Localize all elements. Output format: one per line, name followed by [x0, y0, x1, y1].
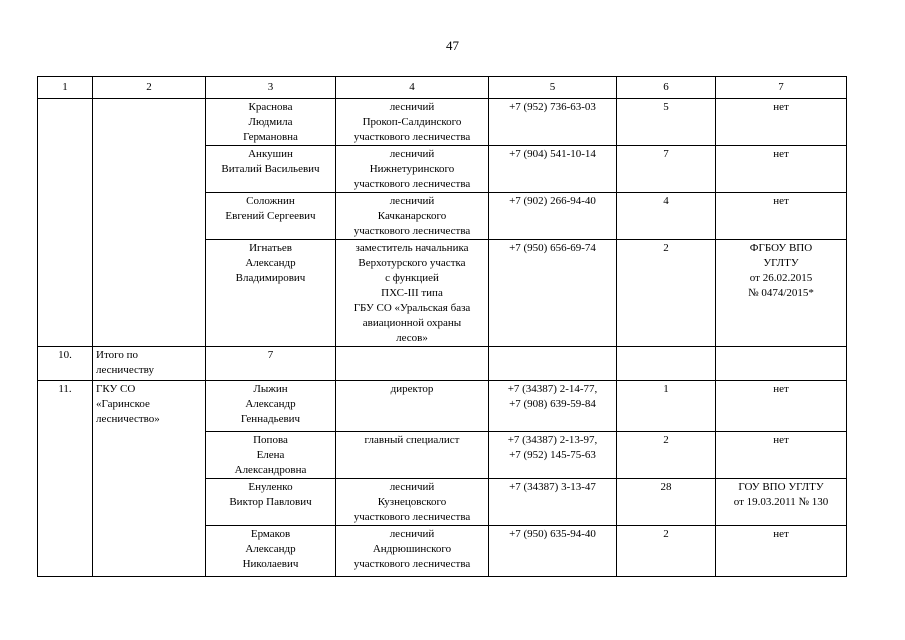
position-cell: главный специалист — [336, 432, 489, 479]
phone-cell: +7 (902) 266-94-40 — [489, 193, 617, 240]
education-cell: нет — [716, 99, 847, 146]
total-row — [38, 347, 847, 381]
page-number: 47 — [446, 38, 459, 53]
person-name-cell: Краснова Людмила Германовна — [206, 99, 336, 146]
education-cell — [716, 347, 847, 381]
column-header: 7 — [716, 77, 847, 99]
position-cell: лесничий Кузнецовского участкового лесничества — [336, 479, 489, 526]
table-row — [38, 381, 847, 432]
experience-cell: 5 — [617, 99, 716, 146]
phone-cell — [489, 347, 617, 381]
row-number-cell — [38, 99, 93, 347]
experience-cell — [617, 347, 716, 381]
position-cell: лесничий Прокоп-Салдинского участкового лесничества — [336, 99, 489, 146]
column-header: 5 — [489, 77, 617, 99]
column-header-row — [38, 77, 847, 99]
position-cell: заместитель начальника Верхотурского участка с функцией ПХС-III типа ГБУ СО «Уральская база авиационной охраны лесов» — [336, 240, 489, 347]
experience-cell: 7 — [617, 146, 716, 193]
experience-cell: 2 — [617, 526, 716, 577]
person-name-cell: Лыжин Александр Геннадьевич — [206, 381, 336, 432]
experience-cell: 1 — [617, 381, 716, 432]
column-header: 1 — [38, 77, 93, 99]
phone-cell: +7 (952) 736-63-03 — [489, 99, 617, 146]
position-cell — [336, 347, 489, 381]
phone-cell: +7 (950) 656-69-74 — [489, 240, 617, 347]
experience-cell: 2 — [617, 240, 716, 347]
position-cell: лесничий Качканарского участкового лесничества — [336, 193, 489, 240]
education-cell: нет — [716, 432, 847, 479]
phone-cell: +7 (950) 635-94-40 — [489, 526, 617, 577]
person-name-cell: Анкушин Виталий Васильевич — [206, 146, 336, 193]
education-cell: нет — [716, 381, 847, 432]
position-cell: директор — [336, 381, 489, 432]
phone-cell: +7 (34387) 3-13-47 — [489, 479, 617, 526]
person-name-cell: Соложнин Евгений Сергеевич — [206, 193, 336, 240]
row-number-cell: 10. — [38, 347, 93, 381]
education-cell: нет — [716, 146, 847, 193]
phone-cell: +7 (904) 541-10-14 — [489, 146, 617, 193]
experience-cell: 2 — [617, 432, 716, 479]
education-cell: ФГБОУ ВПО УГЛТУ от 26.02.2015 № 0474/2015* — [716, 240, 847, 347]
column-header: 3 — [206, 77, 336, 99]
table-row — [38, 99, 847, 146]
column-header: 2 — [93, 77, 206, 99]
phone-cell: +7 (34387) 2-13-97, +7 (952) 145-75-63 — [489, 432, 617, 479]
position-cell: лесничий Нижнетуринского участкового лесничества — [336, 146, 489, 193]
experience-cell: 4 — [617, 193, 716, 240]
staff-table — [37, 76, 847, 577]
position-cell: лесничий Андрюшинского участкового лесничества — [336, 526, 489, 577]
person-name-cell: Попова Елена Александровна — [206, 432, 336, 479]
row-number-cell: 11. — [38, 381, 93, 577]
person-name-cell: Енуленко Виктор Павлович — [206, 479, 336, 526]
forestry-name-cell: ГКУ СО «Гаринское лесничество» — [93, 381, 206, 577]
person-name-cell: Ермаков Александр Николаевич — [206, 526, 336, 577]
forestry-name-cell — [93, 99, 206, 347]
person-name-cell: Игнатьев Александр Владимирович — [206, 240, 336, 347]
experience-cell: 28 — [617, 479, 716, 526]
education-cell: нет — [716, 193, 847, 240]
education-cell: нет — [716, 526, 847, 577]
column-header: 4 — [336, 77, 489, 99]
total-count-cell: 7 — [206, 347, 336, 381]
total-label-cell: Итого по лесничеству — [93, 347, 206, 381]
education-cell: ГОУ ВПО УГЛТУ от 19.03.2011 № 130 — [716, 479, 847, 526]
phone-cell: +7 (34387) 2-14-77, +7 (908) 639-59-84 — [489, 381, 617, 432]
column-header: 6 — [617, 77, 716, 99]
